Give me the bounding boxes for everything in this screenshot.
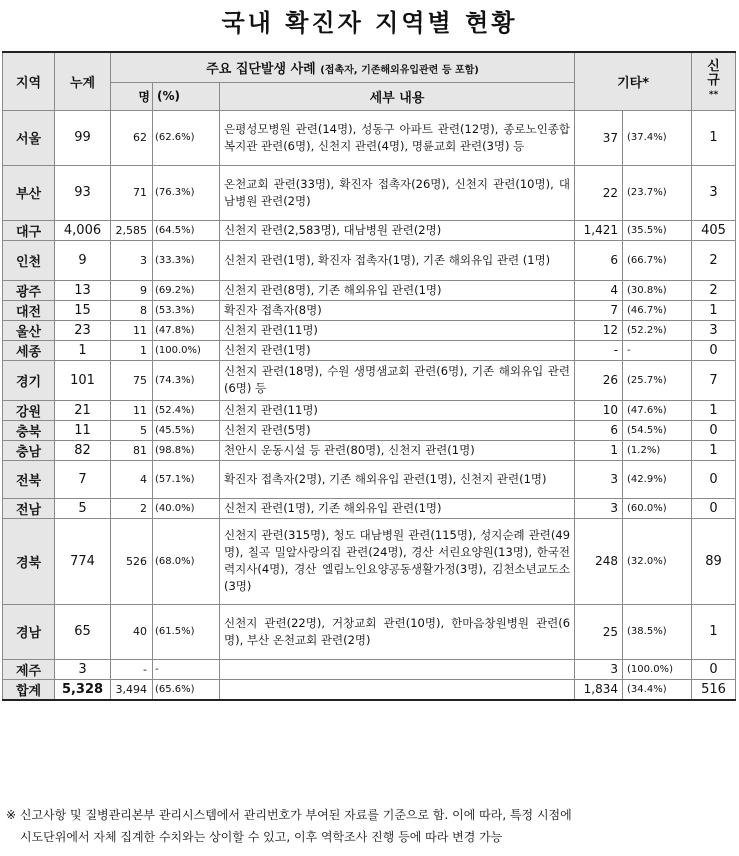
cluster-percent-cell: (47.8%): [153, 320, 220, 340]
table-row: [3, 220, 736, 240]
other-count-cell: 1,421: [575, 220, 623, 240]
region-cell: 대구: [3, 220, 55, 240]
cluster-percent-cell: (45.5%): [153, 420, 220, 440]
total-cell: 4,006: [55, 220, 111, 240]
table-row: [3, 659, 736, 679]
table-row: [3, 280, 736, 300]
total-cell: 1: [55, 340, 111, 360]
other-count-cell: 248: [575, 518, 623, 604]
cluster-count-cell: 2,585: [111, 220, 153, 240]
cluster-percent-cell: (98.8%): [153, 440, 220, 460]
table-row: [3, 498, 736, 518]
header-cluster-main: 주요 집단발생 사례: [206, 61, 316, 77]
cluster-percent-cell: (68.0%): [153, 518, 220, 604]
detail-cell: 신천지 관련(11명): [220, 400, 575, 420]
new-cases-cell: 0: [692, 659, 736, 679]
detail-cell: 신천지 관련(18명), 수원 생명샘교회 관련(6명), 기존 해외유입 관련(6명) 등: [220, 360, 575, 400]
other-percent-cell: (54.5%): [623, 420, 692, 440]
region-cell: 경기: [3, 360, 55, 400]
header-region: 지역: [3, 52, 55, 110]
region-cell: 세종: [3, 340, 55, 360]
total-cell: 3: [55, 659, 111, 679]
new-cases-cell: 516: [692, 679, 736, 700]
total-cell: 23: [55, 320, 111, 340]
other-count-cell: 22: [575, 165, 623, 220]
table-row: [3, 440, 736, 460]
other-count-cell: 3: [575, 659, 623, 679]
new-cases-cell: 405: [692, 220, 736, 240]
cluster-count-cell: 40: [111, 604, 153, 659]
cluster-count-cell: 75: [111, 360, 153, 400]
total-cell: 774: [55, 518, 111, 604]
total-cell: 99: [55, 110, 111, 165]
other-count-cell: 10: [575, 400, 623, 420]
table-row: [3, 518, 736, 604]
table-row: [3, 400, 736, 420]
total-cell: 7: [55, 460, 111, 498]
detail-cell: 신천지 관련(1명), 기존 해외유입 관련(1명): [220, 498, 575, 518]
new-cases-cell: 0: [692, 340, 736, 360]
new-cases-cell: 7: [692, 360, 736, 400]
total-cell: 13: [55, 280, 111, 300]
detail-cell: 신천지 관련(2,583명), 대남병원 관련(2명): [220, 220, 575, 240]
region-cell: 경남: [3, 604, 55, 659]
other-count-cell: 1,834: [575, 679, 623, 700]
other-percent-cell: (100.0%): [623, 659, 692, 679]
other-percent-cell: (37.4%): [623, 110, 692, 165]
region-cell: 서울: [3, 110, 55, 165]
other-percent-cell: (60.0%): [623, 498, 692, 518]
table-row: [3, 460, 736, 498]
other-count-cell: 3: [575, 498, 623, 518]
new-cases-cell: 1: [692, 110, 736, 165]
region-cell: 전북: [3, 460, 55, 498]
header-total: 누계: [55, 52, 111, 110]
new-cases-cell: 0: [692, 420, 736, 440]
other-count-cell: 37: [575, 110, 623, 165]
detail-cell: 확진자 접촉자(2명), 기존 해외유입 관련(1명), 신천지 관련(1명): [220, 460, 575, 498]
region-cell: 충남: [3, 440, 55, 460]
cluster-percent-cell: (74.3%): [153, 360, 220, 400]
other-percent-cell: (32.0%): [623, 518, 692, 604]
header-new-top: 신: [707, 59, 720, 75]
cluster-count-cell: 3,494: [111, 679, 153, 700]
table-row: [3, 340, 736, 360]
total-cell: 93: [55, 165, 111, 220]
region-cell: 울산: [3, 320, 55, 340]
total-cell: 11: [55, 420, 111, 440]
cluster-count-cell: 11: [111, 400, 153, 420]
total-cell: 101: [55, 360, 111, 400]
cluster-percent-cell: (33.3%): [153, 240, 220, 280]
detail-cell: [220, 659, 575, 679]
new-cases-cell: 3: [692, 165, 736, 220]
new-cases-cell: 1: [692, 440, 736, 460]
header-cluster-sub: (접촉자, 기존해외유입관련 등 포함): [320, 64, 479, 76]
cluster-percent-cell: (57.1%): [153, 460, 220, 498]
region-cell: 충북: [3, 420, 55, 440]
detail-cell: 신천지 관련(5명): [220, 420, 575, 440]
detail-cell: 은평성모병원 관련(14명), 성동구 아파트 관련(12명), 종로노인종합복지관 관련(6명), 신천지 관련(4명), 명륜교회 관련(3명) 등: [220, 110, 575, 165]
region-cell: 합계: [3, 679, 55, 700]
other-percent-cell: (46.7%): [623, 300, 692, 320]
footnote-line-2: 시도단위에서 자체 집계한 수치와는 상이할 수 있고, 이후 역학조사 진행 등에 따라 변경 가능: [20, 830, 503, 844]
new-cases-cell: 1: [692, 400, 736, 420]
header-new: [692, 52, 736, 110]
cluster-percent-cell: (76.3%): [153, 165, 220, 220]
total-cell: 5: [55, 498, 111, 518]
cluster-count-cell: 5: [111, 420, 153, 440]
new-cases-cell: 1: [692, 604, 736, 659]
detail-cell: 신천지 관련(8명), 기존 해외유입 관련(1명): [220, 280, 575, 300]
cluster-percent-cell: (61.5%): [153, 604, 220, 659]
total-cell: 21: [55, 400, 111, 420]
other-count-cell: 6: [575, 420, 623, 440]
cluster-percent-cell: (69.2%): [153, 280, 220, 300]
footnote-line-1: ※ 신고사항 및 질병관리본부 관리시스템에서 관리번호가 부여된 자료를 기준으로 함. 이에 따라, 특정 시점에: [6, 808, 572, 822]
other-percent-cell: -: [623, 340, 692, 360]
other-count-cell: 4: [575, 280, 623, 300]
other-percent-cell: (47.6%): [623, 400, 692, 420]
region-cell: 경북: [3, 518, 55, 604]
cluster-percent-cell: (52.4%): [153, 400, 220, 420]
total-cell: 5,328: [55, 679, 111, 700]
table-row: [3, 360, 736, 400]
table-row: [3, 320, 736, 340]
cluster-count-cell: 62: [111, 110, 153, 165]
cluster-percent-cell: (64.5%): [153, 220, 220, 240]
total-cell: 15: [55, 300, 111, 320]
other-percent-cell: (34.4%): [623, 679, 692, 700]
other-count-cell: 26: [575, 360, 623, 400]
detail-cell: 신천지 관련(1명), 확진자 접촉자(1명), 기존 해외유입 관련 (1명): [220, 240, 575, 280]
region-cell: 인천: [3, 240, 55, 280]
new-cases-cell: 89: [692, 518, 736, 604]
header-new-bottom: 규: [707, 73, 720, 89]
detail-cell: 신천지 관련(11명): [220, 320, 575, 340]
other-count-cell: 3: [575, 460, 623, 498]
detail-cell: 신천지 관련(315명), 청도 대남병원 관련(115명), 성지순례 관련(49명), 칠곡 밀알사랑의집 관련(24명), 경산 서린요양원(13명), 한국전력지사(4명), 경산 엘림노인요양공동생활가정(3명), 김천소년교도소(3명): [220, 518, 575, 604]
cluster-count-cell: 11: [111, 320, 153, 340]
table-row: [3, 679, 736, 700]
table-row: [3, 604, 736, 659]
detail-cell: [220, 679, 575, 700]
detail-cell: 천안시 운동시설 등 관련(80명), 신천지 관련(1명): [220, 440, 575, 460]
region-status-table: [2, 51, 736, 701]
new-cases-cell: 2: [692, 280, 736, 300]
header-percent: (%): [153, 82, 220, 110]
other-count-cell: 12: [575, 320, 623, 340]
other-percent-cell: (23.7%): [623, 165, 692, 220]
detail-cell: 온천교회 관련(33명), 확진자 접촉자(26명), 신천지 관련(10명), 대남병원 관련(2명): [220, 165, 575, 220]
region-cell: 광주: [3, 280, 55, 300]
header-detail: 세부 내용: [220, 82, 575, 110]
header-cluster: [111, 52, 575, 82]
other-percent-cell: (66.7%): [623, 240, 692, 280]
cluster-count-cell: 4: [111, 460, 153, 498]
cluster-count-cell: 2: [111, 498, 153, 518]
other-percent-cell: (38.5%): [623, 604, 692, 659]
page-title: 국내 확진자 지역별 현황: [221, 8, 518, 37]
region-cell: 부산: [3, 165, 55, 220]
other-count-cell: 1: [575, 440, 623, 460]
other-count-cell: -: [575, 340, 623, 360]
other-percent-cell: (35.5%): [623, 220, 692, 240]
region-cell: 제주: [3, 659, 55, 679]
detail-cell: 확진자 접촉자(8명): [220, 300, 575, 320]
region-cell: 대전: [3, 300, 55, 320]
new-cases-cell: 3: [692, 320, 736, 340]
region-cell: 전남: [3, 498, 55, 518]
cluster-percent-cell: (65.6%): [153, 679, 220, 700]
cluster-count-cell: 9: [111, 280, 153, 300]
other-count-cell: 7: [575, 300, 623, 320]
cluster-percent-cell: (40.0%): [153, 498, 220, 518]
header-new-star: **: [708, 90, 719, 101]
cluster-count-cell: 8: [111, 300, 153, 320]
other-percent-cell: (30.8%): [623, 280, 692, 300]
other-percent-cell: (42.9%): [623, 460, 692, 498]
total-cell: 82: [55, 440, 111, 460]
cluster-count-cell: 526: [111, 518, 153, 604]
new-cases-cell: 2: [692, 240, 736, 280]
other-percent-cell: (1.2%): [623, 440, 692, 460]
table-row: [3, 420, 736, 440]
cluster-percent-cell: (62.6%): [153, 110, 220, 165]
table-row: [3, 165, 736, 220]
cluster-percent-cell: (53.3%): [153, 300, 220, 320]
cluster-percent-cell: -: [153, 659, 220, 679]
new-cases-cell: 0: [692, 498, 736, 518]
region-cell: 강원: [3, 400, 55, 420]
new-cases-cell: 0: [692, 460, 736, 498]
header-count: 명: [111, 82, 153, 110]
cluster-count-cell: 71: [111, 165, 153, 220]
total-cell: 65: [55, 604, 111, 659]
table-row: [3, 300, 736, 320]
new-cases-cell: 1: [692, 300, 736, 320]
cluster-percent-cell: (100.0%): [153, 340, 220, 360]
other-count-cell: 25: [575, 604, 623, 659]
cluster-count-cell: 81: [111, 440, 153, 460]
footnote: [6, 804, 734, 848]
cluster-count-cell: 1: [111, 340, 153, 360]
cluster-count-cell: 3: [111, 240, 153, 280]
total-cell: 9: [55, 240, 111, 280]
detail-cell: 신천지 관련(22명), 거창교회 관련(10명), 한마음창원병원 관련(6명), 부산 온천교회 관련(2명): [220, 604, 575, 659]
other-percent-cell: (52.2%): [623, 320, 692, 340]
detail-cell: 신천지 관련(1명): [220, 340, 575, 360]
other-count-cell: 6: [575, 240, 623, 280]
header-other: 기타*: [575, 52, 692, 110]
table-row: [3, 240, 736, 280]
table-row: [3, 110, 736, 165]
other-percent-cell: (25.7%): [623, 360, 692, 400]
cluster-count-cell: -: [111, 659, 153, 679]
